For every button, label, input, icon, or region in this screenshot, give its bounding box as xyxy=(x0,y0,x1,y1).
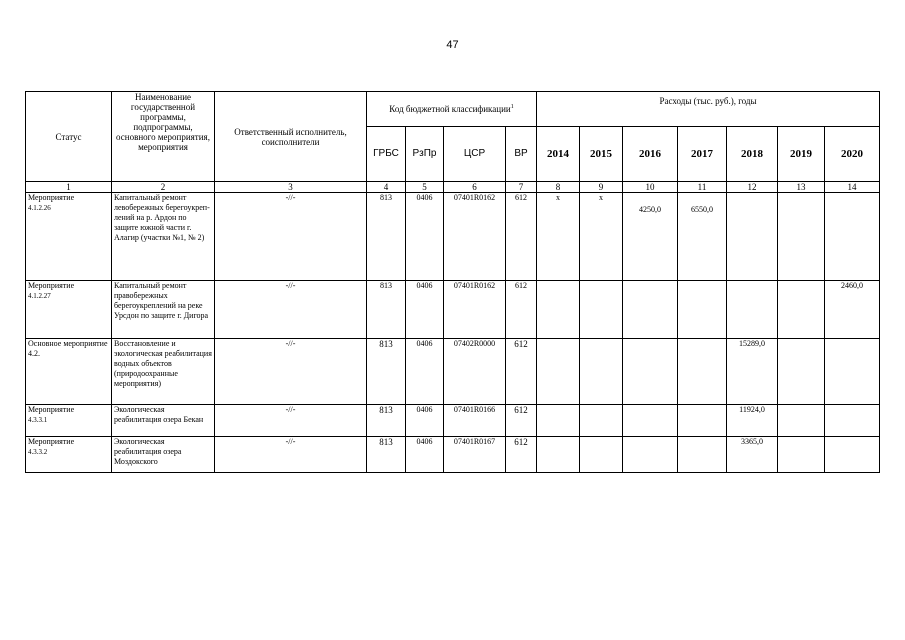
column-number: 9 xyxy=(580,182,623,193)
vr-cell: 612 xyxy=(506,437,537,473)
header-year-2014: 2014 xyxy=(537,127,580,182)
status-number: 4.3.3.1 xyxy=(28,416,48,424)
value-2020 xyxy=(825,437,880,473)
csr-cell: 07401R0167 xyxy=(444,437,506,473)
status-number: 4.1.2.26 xyxy=(28,204,51,212)
header-budget-code-text: Код бюджетной классификации xyxy=(389,104,511,114)
value-2018 xyxy=(727,193,778,281)
header-year-2017: 2017 xyxy=(678,127,727,182)
column-number-row xyxy=(26,182,880,193)
value-2016 xyxy=(623,281,678,339)
value-2014: x xyxy=(537,193,580,281)
value-2017 xyxy=(678,281,727,339)
header-responsible: Ответственный исполнитель, соисполнители xyxy=(215,92,367,182)
column-number: 1 xyxy=(26,182,112,193)
status-label: Мероприятие xyxy=(28,405,75,414)
value-2019 xyxy=(778,281,825,339)
value-2014 xyxy=(537,405,580,437)
grbs-cell: 813 xyxy=(367,339,406,405)
status-cell xyxy=(26,193,112,281)
value-2015 xyxy=(580,281,623,339)
vr-cell: 612 xyxy=(506,193,537,281)
table-row xyxy=(26,339,880,405)
status-cell xyxy=(26,405,112,437)
header-csr: ЦСР xyxy=(444,127,506,182)
header-status: Статус xyxy=(26,92,112,182)
value-2018 xyxy=(727,281,778,339)
column-number: 3 xyxy=(215,182,367,193)
grbs-cell: 813 xyxy=(367,193,406,281)
header-year-2018: 2018 xyxy=(727,127,778,182)
value-2015 xyxy=(580,405,623,437)
status-number: 4.1.2.27 xyxy=(28,292,51,300)
value-2018: 15289,0 xyxy=(727,339,778,405)
header-year-2016: 2016 xyxy=(623,127,678,182)
responsible-cell: -//- xyxy=(215,281,367,339)
csr-cell: 07401R0162 xyxy=(444,193,506,281)
responsible-cell: -//- xyxy=(215,193,367,281)
header-rzpr: РзПр xyxy=(406,127,444,182)
header-vr: ВР xyxy=(506,127,537,182)
status-cell xyxy=(26,281,112,339)
value-2019 xyxy=(778,339,825,405)
header-expenses: Расходы (тыс. руб.), годы xyxy=(537,92,880,127)
value-2017 xyxy=(678,405,727,437)
name-cell: Экологическая реабилитация озера Моздокского xyxy=(112,437,215,473)
value-2019 xyxy=(778,405,825,437)
rzpr-cell: 0406 xyxy=(406,281,444,339)
csr-cell: 07402R0000 xyxy=(444,339,506,405)
vr-cell: 612 xyxy=(506,339,537,405)
header-year-2019: 2019 xyxy=(778,127,825,182)
header-grbs: ГРБС xyxy=(367,127,406,182)
grbs-cell: 813 xyxy=(367,281,406,339)
value-2015: x xyxy=(580,193,623,281)
column-number: 5 xyxy=(406,182,444,193)
table-row xyxy=(26,437,880,473)
value-2020 xyxy=(825,339,880,405)
column-number: 10 xyxy=(623,182,678,193)
column-number: 4 xyxy=(367,182,406,193)
name-cell: Капитальный ремонт правобережных берегоукреплений на реке Урсдон по защите г. Дигора xyxy=(112,281,215,339)
name-cell: Восстановление и экологическая реабилитация водных объектов (природоохранные мероприятия) xyxy=(112,339,215,405)
responsible-cell: -//- xyxy=(215,437,367,473)
value-2016 xyxy=(623,437,678,473)
value-2020: 2460,0 xyxy=(825,281,880,339)
value-2016 xyxy=(623,405,678,437)
vr-cell: 612 xyxy=(506,281,537,339)
rzpr-cell: 0406 xyxy=(406,339,444,405)
value-2017-text: 6550,0 xyxy=(691,205,714,214)
value-2016-text: 4250,0 xyxy=(639,205,662,214)
csr-cell: 07401R0166 xyxy=(444,405,506,437)
header-year-2020: 2020 xyxy=(825,127,880,182)
value-2014 xyxy=(537,281,580,339)
value-2016 xyxy=(623,339,678,405)
responsible-cell: -//- xyxy=(215,339,367,405)
value-2019 xyxy=(778,193,825,281)
header-budget-code xyxy=(367,92,537,127)
vr-cell: 612 xyxy=(506,405,537,437)
grbs-cell: 813 xyxy=(367,405,406,437)
value-2018: 11924,0 xyxy=(727,405,778,437)
column-number: 14 xyxy=(825,182,880,193)
column-number: 8 xyxy=(537,182,580,193)
value-2014 xyxy=(537,339,580,405)
rzpr-cell: 0406 xyxy=(406,193,444,281)
column-number: 11 xyxy=(678,182,727,193)
rzpr-cell: 0406 xyxy=(406,437,444,473)
budget-table xyxy=(25,91,880,473)
status-label: Мероприятие xyxy=(28,281,75,290)
status-label: Мероприятие xyxy=(28,437,75,446)
column-number: 12 xyxy=(727,182,778,193)
header-name: Наименование государственной программы, подпрограммы, основного мероприятия, мероприятия xyxy=(112,92,215,182)
status-number: 4.3.3.2 xyxy=(28,448,48,456)
value-2020 xyxy=(825,193,880,281)
value-2015 xyxy=(580,437,623,473)
responsible-cell: -//- xyxy=(215,405,367,437)
value-2014 xyxy=(537,437,580,473)
name-cell: Капитальный ремонт левобережных берегоукреп-лений на р. Ардон по защите южной части г. Алагир (участки №1, № 2) xyxy=(112,193,215,281)
column-number: 7 xyxy=(506,182,537,193)
table-row xyxy=(26,405,880,437)
header-budget-code-note: 1 xyxy=(510,104,514,110)
value-2020 xyxy=(825,405,880,437)
value-2017 xyxy=(678,339,727,405)
page-number: 47 xyxy=(446,39,459,51)
column-number: 2 xyxy=(112,182,215,193)
name-cell: Экологическая реабилитация озера Бекан xyxy=(112,405,215,437)
header-year-2015: 2015 xyxy=(580,127,623,182)
status-cell: Основное мероприятие 4.2. xyxy=(26,339,112,405)
value-2016 xyxy=(623,193,678,281)
value-2019 xyxy=(778,437,825,473)
table-row xyxy=(26,281,880,339)
column-number: 6 xyxy=(444,182,506,193)
value-2017 xyxy=(678,437,727,473)
status-label: Мероприятие xyxy=(28,193,75,202)
value-2015 xyxy=(580,339,623,405)
csr-cell: 07401R0162 xyxy=(444,281,506,339)
table-row xyxy=(26,193,880,281)
value-2018: 3365,0 xyxy=(727,437,778,473)
column-number: 13 xyxy=(778,182,825,193)
value-2017 xyxy=(678,193,727,281)
rzpr-cell: 0406 xyxy=(406,405,444,437)
grbs-cell: 813 xyxy=(367,437,406,473)
status-cell xyxy=(26,437,112,473)
